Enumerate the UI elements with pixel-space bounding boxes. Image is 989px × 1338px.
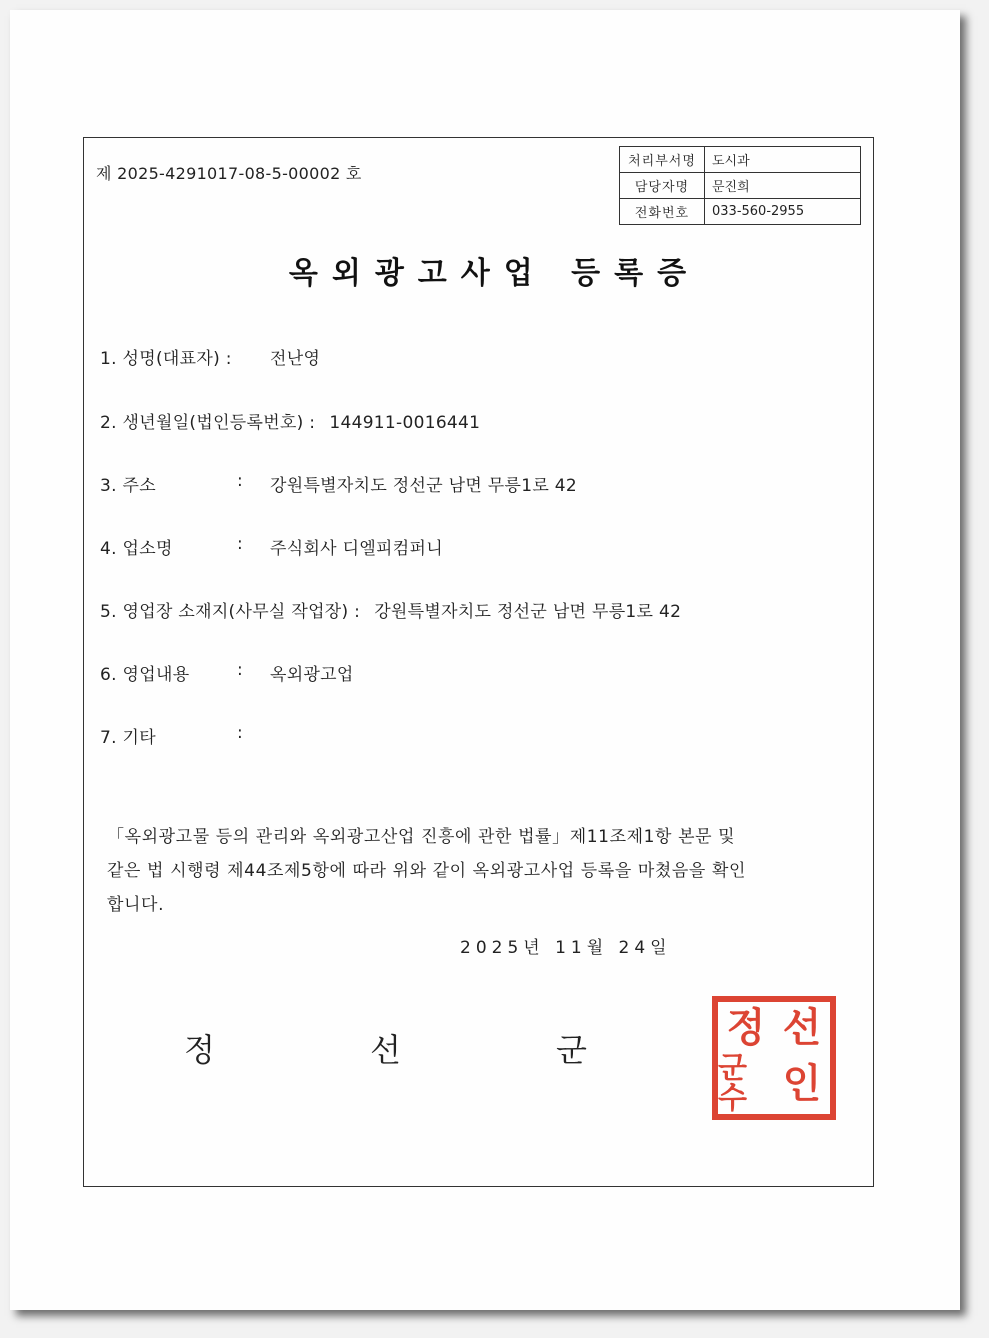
info-row-phone	[620, 199, 861, 225]
field-name	[100, 344, 232, 369]
document-number: 제 2025-4291017-08-5-00002 호	[96, 164, 362, 183]
document-title: 옥외광고사업 등록증	[288, 256, 701, 291]
issuer-char: 군	[556, 1031, 587, 1069]
department-info-table	[619, 146, 861, 225]
info-value: 033-560-2955	[705, 199, 861, 225]
field-value: 옥외광고업	[270, 665, 354, 685]
issuer-char: 선	[370, 1031, 401, 1069]
info-value: 문진희	[705, 173, 861, 199]
seal-char: 군수	[718, 1051, 747, 1116]
issuer-char: 정	[184, 1031, 215, 1069]
info-row-department	[620, 147, 861, 173]
statement-line: 「옥외광고물 등의 관리와 옥외광고산업 진흥에 관한 법률」제11조제1항 본문 및	[107, 827, 736, 847]
info-row-contact	[620, 173, 861, 199]
field-colon: :	[237, 723, 243, 743]
field-value: 주식회사 디엘피컴퍼니	[270, 539, 443, 559]
field-value: 강원특별자치도 정선군 남면 무릉1로 42	[270, 476, 577, 496]
field-business-location	[100, 597, 681, 622]
field-colon: :	[237, 471, 243, 491]
info-value: 도시과	[705, 147, 861, 173]
seal-char: 선	[782, 1005, 822, 1051]
field-colon: :	[237, 534, 243, 554]
field-birthdate	[100, 408, 480, 433]
info-label: 담당자명	[620, 173, 705, 199]
field-business-name: 4. 업소명	[100, 539, 173, 559]
issue-date: 2025년 11월 24일	[460, 938, 672, 958]
field-business-type: 6. 영업내용	[100, 665, 190, 685]
field-value: 강원특별자치도 정선군 남면 무릉1로 42	[374, 602, 682, 622]
statement-line: 합니다.	[107, 895, 165, 915]
field-label: 5. 영업장 소재지(사무실 작업장) :	[100, 602, 361, 622]
field-value: 전난영	[270, 349, 321, 369]
field-label: 2. 생년월일(법인등록번호) :	[100, 413, 316, 433]
field-address: 3. 주소	[100, 476, 156, 496]
field-other: 7. 기타	[100, 728, 156, 748]
official-seal	[712, 996, 836, 1120]
seal-char: 인	[782, 1061, 822, 1107]
field-value: 144911-0016441	[329, 413, 481, 433]
field-colon: :	[237, 660, 243, 680]
info-label: 전화번호	[620, 199, 705, 225]
statement-line: 같은 법 시행령 제44조제5항에 따라 위와 같이 옥외광고사업 등록을 마쳤음을 확인	[107, 861, 746, 881]
certification-statement	[107, 820, 827, 922]
seal-char: 정	[726, 1005, 766, 1051]
field-label: 1. 성명(대표자) :	[100, 349, 232, 369]
info-label: 처리부서명	[620, 147, 705, 173]
